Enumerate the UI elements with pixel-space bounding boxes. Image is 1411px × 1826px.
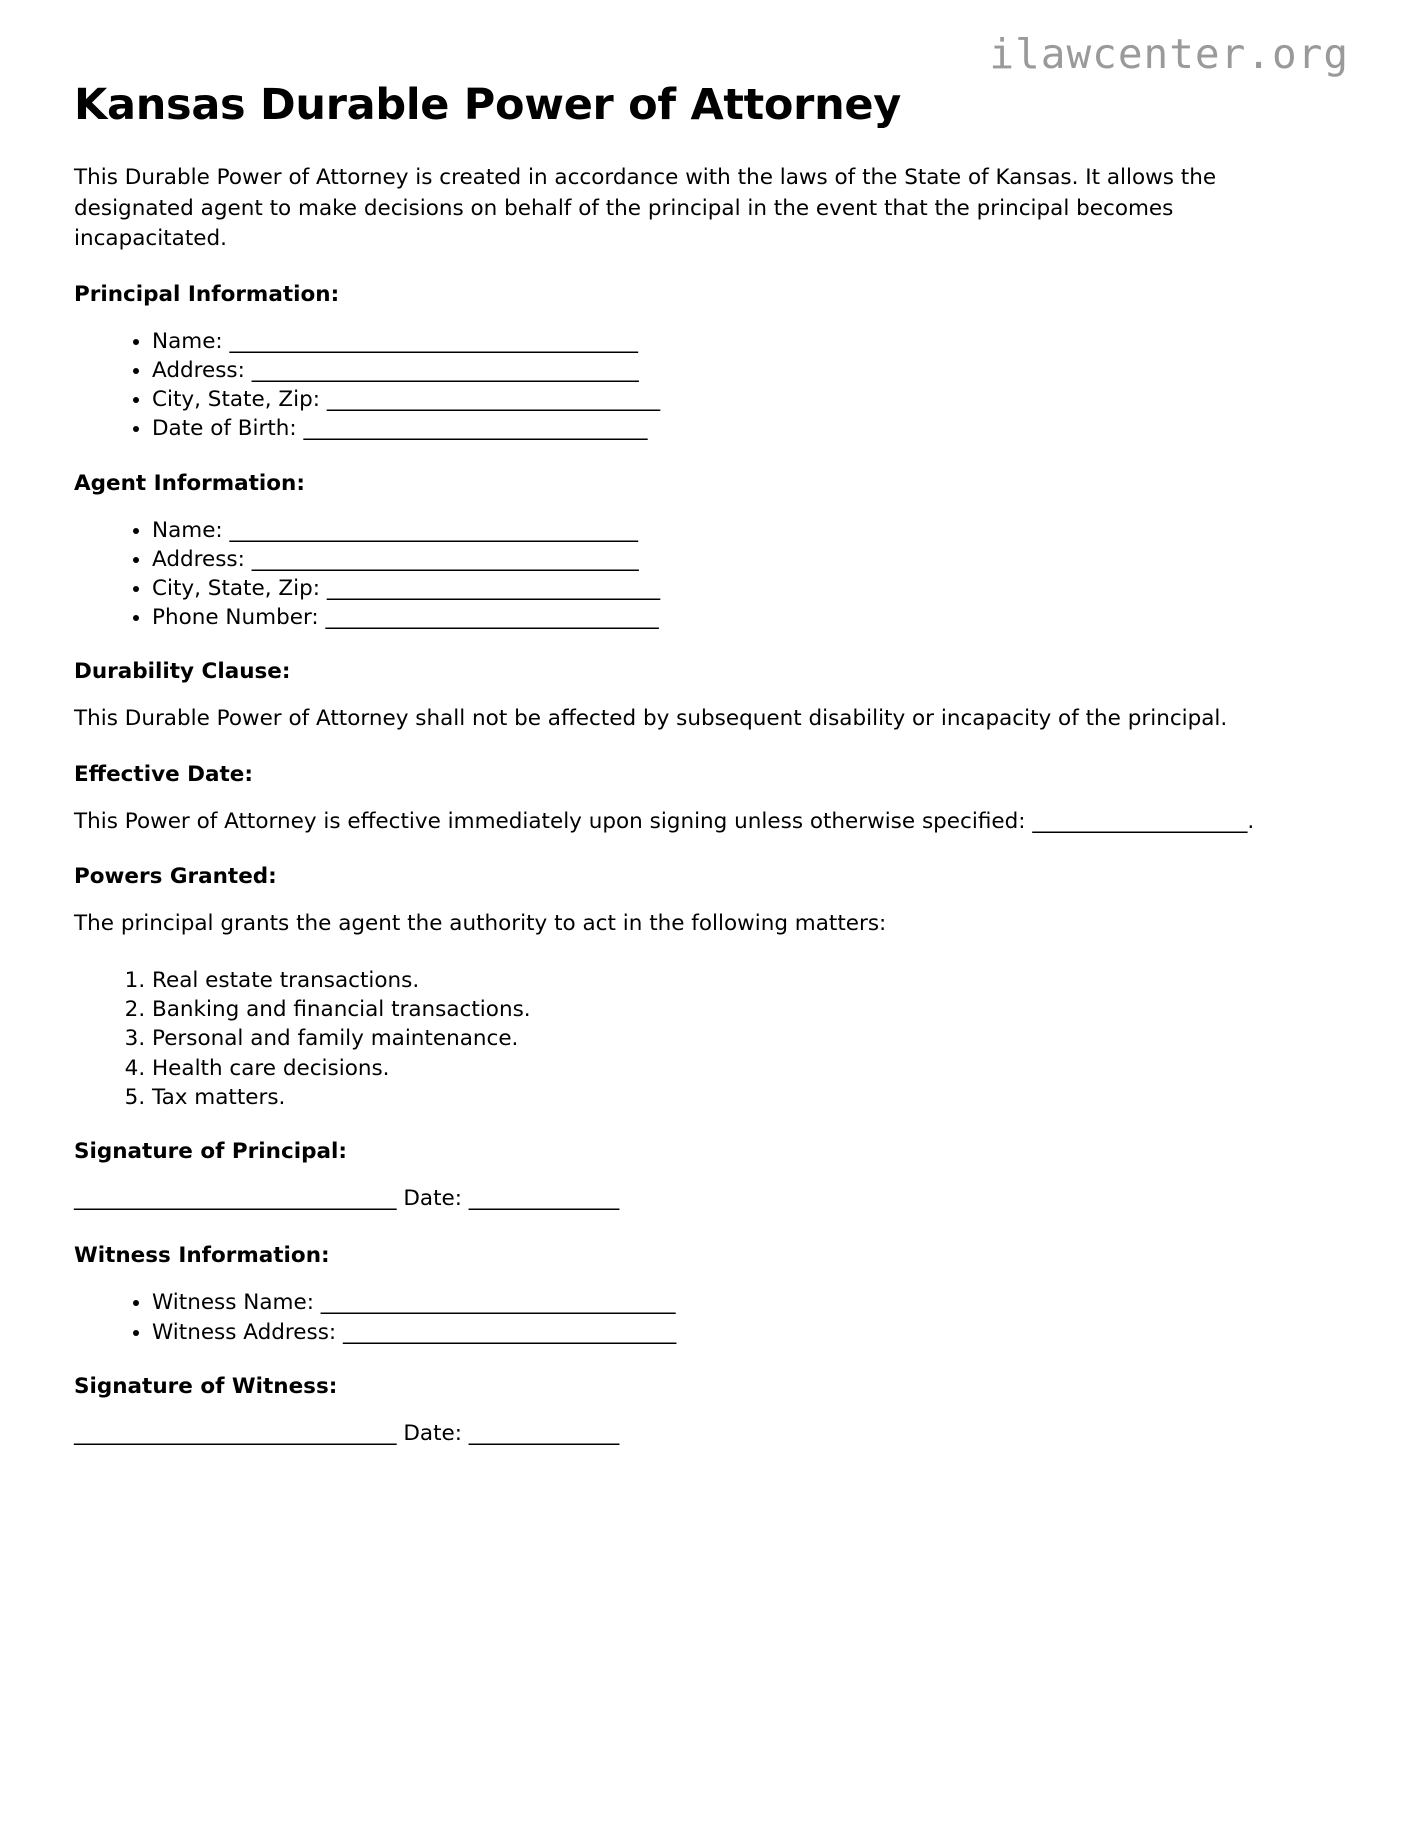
list-item: • Address: ____________________________________ [152,356,1353,385]
list-item: • Name: ______________________________________ [152,327,1353,356]
witness-signature-line: ______________________________ Date: ______________ [74,1420,620,1446]
list-item: 2. Banking and financial transactions. [152,995,1353,1024]
principal-signature-line: ______________________________ Date: ______________ [74,1185,620,1211]
list-item: 1. Real estate transactions. [152,966,1353,995]
durability-paragraph: This Durable Power of Attorney shall not be affected by subsequent disability or incapacity of the principal. [74,706,1228,732]
list-item: • Address: ____________________________________ [152,545,1353,574]
site-watermark: ilawcenter.org [989,30,1349,78]
section-heading-effective-date: Effective Date: [74,761,253,787]
section-heading-agent: Agent Information: [74,470,305,496]
list-item: • Witness Address: _______________________________ [152,1318,1353,1347]
page-title: Kansas Durable Power of Attorney [74,80,901,130]
powers-granted-list [74,966,1353,1112]
powers-intro-paragraph: The principal grants the agent the authority to act in the following matters: [74,911,887,937]
list-item: • City, State, Zip: _______________________________ [152,385,1353,414]
section-heading-signature-witness: Signature of Witness: [74,1373,338,1399]
agent-field-list [74,516,1353,633]
section-heading-powers: Powers Granted: [74,864,277,890]
section-heading-durability: Durability Clause: [74,659,291,685]
list-item: 4. Health care decisions. [152,1054,1353,1083]
list-item: 3. Personal and family maintenance. [152,1024,1353,1053]
section-heading-signature-principal: Signature of Principal: [74,1138,347,1164]
list-item: • Name: ______________________________________ [152,516,1353,545]
witness-field-list [74,1288,1353,1346]
list-item: • Date of Birth: ________________________________ [152,414,1353,443]
section-heading-principal: Principal Information: [74,281,340,307]
principal-field-list [74,327,1353,444]
list-item: • Phone Number: _______________________________ [152,603,1353,632]
list-item: 5. Tax matters. [152,1083,1353,1112]
list-item: • Witness Name: _________________________________ [152,1288,1353,1317]
intro-paragraph: This Durable Power of Attorney is created in accordance with the laws of the State of Kansas. It allows the designated agent to make decisions on behalf of the principal in the event that the principal becomes incapacitated. [74,165,1217,252]
section-heading-witness: Witness Information: [74,1243,330,1269]
list-item: • City, State, Zip: _______________________________ [152,574,1353,603]
effective-date-paragraph: This Power of Attorney is effective immediately upon signing unless otherwise specified: ____________________. [74,808,1255,834]
